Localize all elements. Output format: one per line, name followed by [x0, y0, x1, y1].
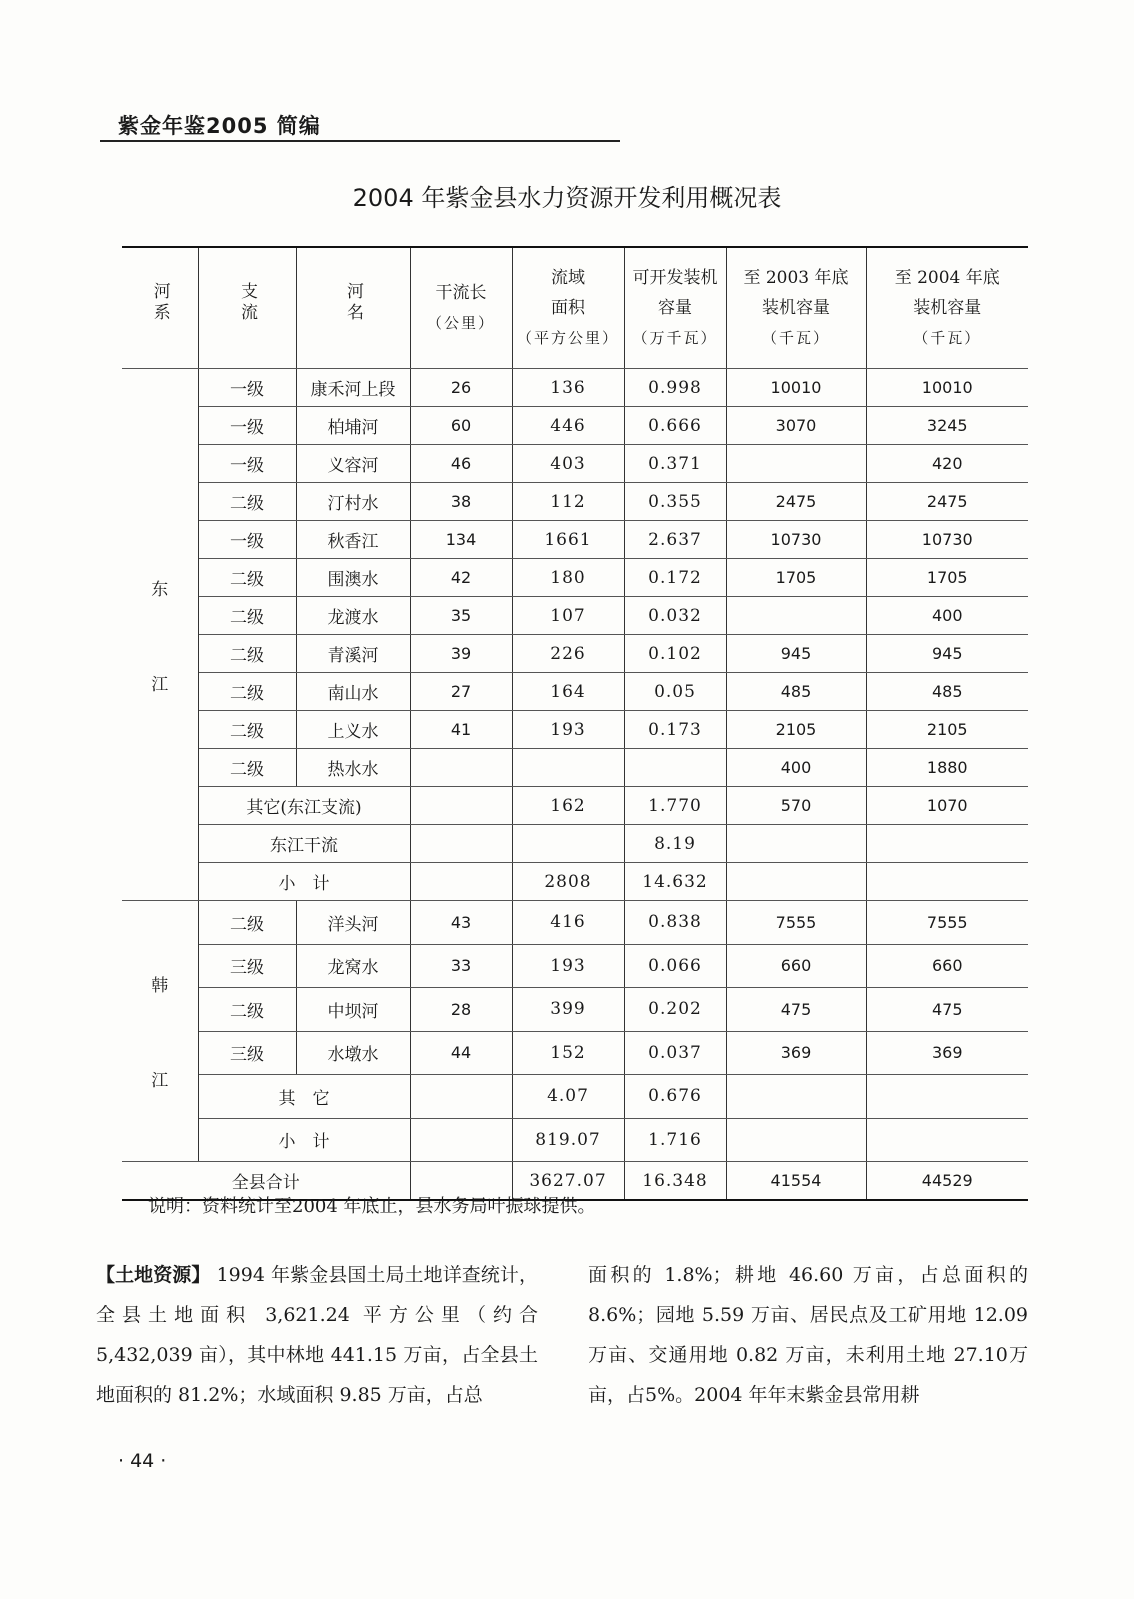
cell-cap-2004: 2105 — [866, 711, 1028, 749]
table-row — [122, 749, 1028, 787]
cell-main-length: 35 — [410, 597, 512, 635]
cell-cap-2004 — [866, 1118, 1028, 1162]
cell-cap-2004 — [866, 825, 1028, 863]
cell-river-name: 上义水 — [296, 711, 410, 749]
cell-basin-area: 1661 — [512, 521, 624, 559]
cell-cap-2004: 7555 — [866, 901, 1028, 945]
cell-cap-2003 — [726, 1118, 866, 1162]
cell-dev-capacity: 2.637 — [624, 521, 726, 559]
cell-dev-capacity: 16.348 — [624, 1162, 726, 1201]
cell-branch: 三级 — [198, 1031, 296, 1075]
cell-dev-capacity: 14.632 — [624, 863, 726, 901]
cell-main-length: 134 — [410, 521, 512, 559]
table-note: 说明：资料统计至2004 年底止，县水务局叶振球提供。 — [148, 1196, 596, 1217]
cell-cap-2004: 44529 — [866, 1162, 1028, 1201]
cell-main-length — [410, 825, 512, 863]
cell-cap-2003: 41554 — [726, 1162, 866, 1201]
table-row-main — [122, 825, 1028, 863]
header-rule — [100, 140, 620, 142]
cell-basin-area: 162 — [512, 787, 624, 825]
cell-row-label: 全县合计 — [122, 1162, 410, 1201]
cell-cap-2004: 1705 — [866, 559, 1028, 597]
table-row — [122, 559, 1028, 597]
cell-river-name: 汀村水 — [296, 483, 410, 521]
cell-cap-2004: 3245 — [866, 407, 1028, 445]
cell-cap-2003: 660 — [726, 944, 866, 988]
col-header-dev-capacity: 可开发装机 容量 （万千瓦） — [624, 247, 726, 369]
cell-main-length: 43 — [410, 901, 512, 945]
cell-cap-2004 — [866, 1075, 1028, 1119]
cell-basin-area: 819.07 — [512, 1118, 624, 1162]
table-title: 2004 年紫金县水力资源开发利用概况表 — [352, 184, 782, 212]
table-row — [122, 369, 1028, 407]
hydro-resources-table — [122, 246, 1028, 1201]
cell-basin-area: 193 — [512, 711, 624, 749]
cell-cap-2003: 3070 — [726, 407, 866, 445]
cell-dev-capacity: 0.173 — [624, 711, 726, 749]
cell-main-length — [410, 749, 512, 787]
cell-row-label: 小 计 — [198, 863, 410, 901]
table-row — [122, 988, 1028, 1032]
col-header-basin-area: 流域 面积 （平方公里） — [512, 247, 624, 369]
cell-cap-2004: 660 — [866, 944, 1028, 988]
cell-dev-capacity: 0.172 — [624, 559, 726, 597]
cell-basin-area: 399 — [512, 988, 624, 1032]
cell-cap-2004 — [866, 863, 1028, 901]
cell-basin-area: 4.07 — [512, 1075, 624, 1119]
cell-basin-area: 152 — [512, 1031, 624, 1075]
cell-main-length — [410, 787, 512, 825]
cell-branch: 二级 — [198, 673, 296, 711]
table-row — [122, 407, 1028, 445]
cell-branch: 二级 — [198, 711, 296, 749]
cell-river-system — [122, 369, 198, 901]
body-column-right — [588, 1255, 1028, 1415]
cell-cap-2003: 369 — [726, 1031, 866, 1075]
cell-cap-2004: 420 — [866, 445, 1028, 483]
cell-basin-area: 416 — [512, 901, 624, 945]
cell-cap-2003: 7555 — [726, 901, 866, 945]
cell-river-name: 龙渡水 — [296, 597, 410, 635]
table-row — [122, 635, 1028, 673]
cell-cap-2003: 2475 — [726, 483, 866, 521]
table-row — [122, 673, 1028, 711]
cell-dev-capacity: 0.355 — [624, 483, 726, 521]
cell-river-name: 龙窝水 — [296, 944, 410, 988]
cell-main-length: 42 — [410, 559, 512, 597]
cell-basin-area: 226 — [512, 635, 624, 673]
cell-dev-capacity — [624, 749, 726, 787]
cell-main-length: 38 — [410, 483, 512, 521]
cell-dev-capacity: 0.838 — [624, 901, 726, 945]
cell-cap-2004: 10010 — [866, 369, 1028, 407]
cell-branch: 一级 — [198, 521, 296, 559]
cell-branch: 二级 — [198, 901, 296, 945]
cell-dev-capacity: 0.05 — [624, 673, 726, 711]
river-system-char: 韩 — [151, 976, 169, 996]
cell-basin-area: 403 — [512, 445, 624, 483]
cell-basin-area: 164 — [512, 673, 624, 711]
cell-cap-2003: 400 — [726, 749, 866, 787]
table-header-row — [122, 247, 1028, 369]
cell-cap-2004: 1880 — [866, 749, 1028, 787]
cell-branch: 一级 — [198, 445, 296, 483]
table-row — [122, 483, 1028, 521]
table-row — [122, 711, 1028, 749]
cell-dev-capacity: 0.032 — [624, 597, 726, 635]
cell-cap-2003: 1705 — [726, 559, 866, 597]
cell-main-length: 41 — [410, 711, 512, 749]
cell-branch: 一级 — [198, 369, 296, 407]
cell-cap-2004: 475 — [866, 988, 1028, 1032]
cell-river-name: 洋头河 — [296, 901, 410, 945]
cell-basin-area: 3627.07 — [512, 1162, 624, 1201]
page-number: · 44 · — [118, 1450, 167, 1472]
col-header-river-system: 河系 — [122, 247, 198, 369]
cell-dev-capacity: 8.19 — [624, 825, 726, 863]
cell-dev-capacity: 0.202 — [624, 988, 726, 1032]
cell-basin-area: 2808 — [512, 863, 624, 901]
cell-river-name: 水墩水 — [296, 1031, 410, 1075]
cell-main-length: 60 — [410, 407, 512, 445]
cell-cap-2004: 369 — [866, 1031, 1028, 1075]
cell-basin-area: 180 — [512, 559, 624, 597]
cell-cap-2003: 10730 — [726, 521, 866, 559]
cell-cap-2003: 475 — [726, 988, 866, 1032]
table-row — [122, 944, 1028, 988]
cell-main-length: 26 — [410, 369, 512, 407]
table-row — [122, 901, 1028, 945]
cell-cap-2004: 2475 — [866, 483, 1028, 521]
col-header-river-name: 河名 — [296, 247, 410, 369]
table-row-other — [122, 787, 1028, 825]
cell-main-length: 44 — [410, 1031, 512, 1075]
col-header-cap-2003: 至 2003 年底 装机容量 （千瓦） — [726, 247, 866, 369]
cell-river-name: 义容河 — [296, 445, 410, 483]
cell-branch: 二级 — [198, 749, 296, 787]
cell-cap-2003 — [726, 825, 866, 863]
cell-cap-2003 — [726, 863, 866, 901]
cell-branch: 三级 — [198, 944, 296, 988]
cell-river-name: 柏埔河 — [296, 407, 410, 445]
cell-river-name: 康禾河上段 — [296, 369, 410, 407]
cell-branch: 一级 — [198, 407, 296, 445]
cell-main-length — [410, 863, 512, 901]
cell-basin-area: 107 — [512, 597, 624, 635]
cell-river-name: 青溪河 — [296, 635, 410, 673]
cell-dev-capacity: 0.037 — [624, 1031, 726, 1075]
cell-cap-2003 — [726, 597, 866, 635]
river-system-char: 江 — [151, 1071, 169, 1091]
cell-row-label: 东江干流 — [198, 825, 410, 863]
cell-cap-2004: 945 — [866, 635, 1028, 673]
cell-basin-area: 112 — [512, 483, 624, 521]
cell-river-name: 南山水 — [296, 673, 410, 711]
river-system-char: 东 — [151, 579, 169, 600]
table-row — [122, 521, 1028, 559]
table-row — [122, 445, 1028, 483]
col-header-branch: 支流 — [198, 247, 296, 369]
body-text-left: 1994 年紫金县国土局土地详查统计，全县土地面积 3,621.24 平方公里（约合 5,432,039 亩），其中林地 441.15 万亩，占全县土地面积的 81.2%；水域面积 9.85 万亩，占总 — [96, 1264, 538, 1406]
cell-main-length: 46 — [410, 445, 512, 483]
cell-main-length — [410, 1075, 512, 1119]
cell-branch: 二级 — [198, 597, 296, 635]
cell-dev-capacity: 0.676 — [624, 1075, 726, 1119]
cell-main-length — [410, 1118, 512, 1162]
river-system-char: 江 — [151, 674, 169, 695]
table-row-subtotal — [122, 863, 1028, 901]
cell-main-length: 27 — [410, 673, 512, 711]
body-column-left — [96, 1255, 538, 1415]
table-row-subtotal — [122, 1118, 1028, 1162]
cell-branch: 二级 — [198, 483, 296, 521]
cell-dev-capacity: 1.716 — [624, 1118, 726, 1162]
cell-dev-capacity: 0.371 — [624, 445, 726, 483]
cell-cap-2004: 10730 — [866, 521, 1028, 559]
cell-river-system — [122, 901, 198, 1162]
cell-river-name: 热水水 — [296, 749, 410, 787]
body-text-right: 面积的 1.8%；耕地 46.60 万亩，占总面积的 8.6%；园地 5.59 万亩、居民点及工矿用地 12.09万亩、交通用地 0.82 万亩，未利用土地 27.10万亩，占5%。2004 年年末紫金县常用耕 — [588, 1264, 1028, 1406]
cell-basin-area: 136 — [512, 369, 624, 407]
cell-cap-2004: 400 — [866, 597, 1028, 635]
cell-cap-2003 — [726, 445, 866, 483]
running-head: 紫金年鉴2005 简编 — [118, 114, 321, 138]
cell-river-name: 围澳水 — [296, 559, 410, 597]
table-row — [122, 597, 1028, 635]
cell-cap-2003: 945 — [726, 635, 866, 673]
table-row — [122, 1031, 1028, 1075]
cell-cap-2004: 485 — [866, 673, 1028, 711]
cell-main-length: 28 — [410, 988, 512, 1032]
cell-cap-2003: 10010 — [726, 369, 866, 407]
table-row-other — [122, 1075, 1028, 1119]
cell-cap-2003: 570 — [726, 787, 866, 825]
cell-branch: 二级 — [198, 635, 296, 673]
cell-basin-area: 193 — [512, 944, 624, 988]
col-header-cap-2004: 至 2004 年底 装机容量 （千瓦） — [866, 247, 1028, 369]
cell-cap-2003 — [726, 1075, 866, 1119]
cell-dev-capacity: 0.066 — [624, 944, 726, 988]
section-label: 【土地资源】 — [96, 1264, 211, 1286]
cell-row-label: 其它(东江支流) — [198, 787, 410, 825]
cell-dev-capacity: 1.770 — [624, 787, 726, 825]
cell-main-length: 33 — [410, 944, 512, 988]
cell-river-name: 秋香江 — [296, 521, 410, 559]
cell-river-name: 中坝河 — [296, 988, 410, 1032]
cell-basin-area — [512, 825, 624, 863]
cell-dev-capacity: 0.998 — [624, 369, 726, 407]
cell-cap-2003: 485 — [726, 673, 866, 711]
cell-cap-2004: 1070 — [866, 787, 1028, 825]
cell-dev-capacity: 0.102 — [624, 635, 726, 673]
cell-dev-capacity: 0.666 — [624, 407, 726, 445]
cell-main-length: 39 — [410, 635, 512, 673]
cell-basin-area — [512, 749, 624, 787]
cell-row-label: 其 它 — [198, 1075, 410, 1119]
cell-branch: 二级 — [198, 559, 296, 597]
cell-branch: 二级 — [198, 988, 296, 1032]
cell-cap-2003: 2105 — [726, 711, 866, 749]
col-header-main-length: 干流长 （公里） — [410, 247, 512, 369]
cell-basin-area: 446 — [512, 407, 624, 445]
cell-row-label: 小 计 — [198, 1118, 410, 1162]
